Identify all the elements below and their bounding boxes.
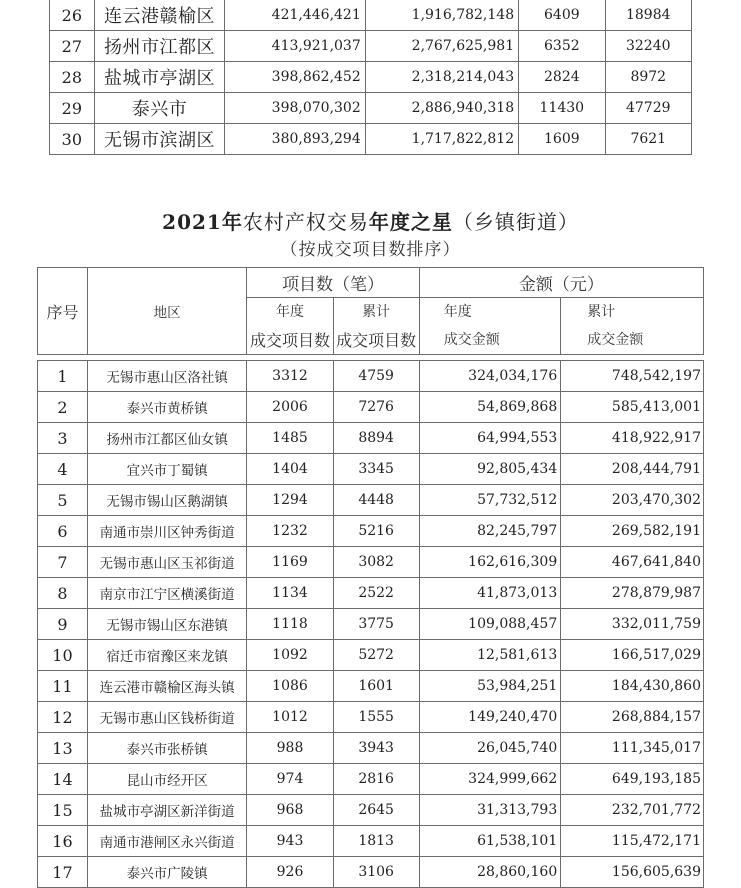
row-region: 无锡市锡山区鹅湖镇 (87, 485, 247, 516)
row-total-count: 2645 (333, 795, 419, 826)
row-total-count: 3082 (333, 547, 419, 578)
township-ranking-body (38, 268, 704, 888)
page-subtitle: （按成交项目数排序） (280, 240, 461, 260)
row-year-count: 1118 (247, 609, 333, 640)
row-region: 泰兴市黄桥镇 (87, 392, 247, 423)
row-year-count: 1294 (247, 485, 333, 516)
row-amount-2: 2,767,625,981 (365, 31, 518, 62)
row-year-count: 968 (247, 795, 333, 826)
title-suffix: （乡镇街道） (452, 210, 579, 234)
row-region: 无锡市惠山区钱桥街道 (87, 702, 247, 733)
header-count-group: 项目数（笔） (247, 268, 419, 298)
row-index: 6 (38, 516, 88, 547)
header-region: 地区 (87, 268, 247, 355)
table-row (38, 857, 704, 888)
header-total-amount: 成交金额 (561, 325, 704, 355)
table-row (38, 826, 704, 857)
row-amount-2: 1,916,782,148 (365, 0, 518, 31)
row-year-amount: 149,240,470 (419, 702, 561, 733)
row-count-2: 7621 (605, 124, 691, 155)
row-count-1: 6409 (519, 0, 605, 31)
row-region: 泰兴市 (94, 93, 225, 124)
row-index: 16 (38, 826, 88, 857)
row-year-count: 926 (247, 857, 333, 888)
table-row (38, 795, 704, 826)
row-total-amount: 418,922,917 (561, 423, 704, 454)
row-count-2: 18984 (605, 0, 691, 31)
table-row (38, 485, 704, 516)
row-total-count: 7276 (333, 392, 419, 423)
row-index: 7 (38, 547, 88, 578)
header-total-amount-label: 累计 (561, 298, 704, 325)
header-total-label: 累计 (333, 298, 419, 325)
row-year-amount: 92,805,434 (419, 454, 561, 485)
row-total-count: 5272 (333, 640, 419, 671)
table-row (50, 62, 692, 93)
row-amount-1: 413,921,037 (225, 31, 365, 62)
row-region: 盐城市亭湖区 (94, 62, 225, 93)
row-region: 泰兴市广陵镇 (87, 857, 247, 888)
row-total-count: 3345 (333, 454, 419, 485)
row-year-count: 1485 (247, 423, 333, 454)
row-year-count: 1232 (247, 516, 333, 547)
row-index: 13 (38, 733, 88, 764)
row-total-amount: 166,517,029 (561, 640, 704, 671)
table-row (38, 547, 704, 578)
row-index: 2 (38, 392, 88, 423)
row-index: 29 (50, 93, 95, 124)
row-index: 9 (38, 609, 88, 640)
row-total-count: 1555 (333, 702, 419, 733)
row-amount-2: 1,717,822,812 (365, 124, 518, 155)
table-row (38, 640, 704, 671)
row-total-count: 4759 (333, 361, 419, 392)
row-total-count: 3943 (333, 733, 419, 764)
row-count-2: 8972 (605, 62, 691, 93)
previous-ranking-table (49, 0, 692, 155)
row-year-count: 943 (247, 826, 333, 857)
row-year-amount: 57,732,512 (419, 485, 561, 516)
row-year-count: 1092 (247, 640, 333, 671)
table-row (38, 702, 704, 733)
title-year: 2021年 (162, 210, 243, 234)
table-row (38, 671, 704, 702)
row-region: 扬州市江都区仙女镇 (87, 423, 247, 454)
row-amount-2: 2,318,214,043 (365, 62, 518, 93)
header-idx: 序号 (38, 268, 88, 355)
row-total-count: 4448 (333, 485, 419, 516)
row-region: 连云港市赣榆区海头镇 (87, 671, 247, 702)
row-amount-2: 2,886,940,318 (365, 93, 518, 124)
row-total-amount: 156,605,639 (561, 857, 704, 888)
header-total-count: 成交项目数 (333, 325, 419, 355)
row-index: 17 (38, 857, 88, 888)
row-total-count: 3775 (333, 609, 419, 640)
table-row (38, 454, 704, 485)
row-index: 30 (50, 124, 95, 155)
row-year-amount: 28,860,160 (419, 857, 561, 888)
row-region: 无锡市锡山区东港镇 (87, 609, 247, 640)
row-count-1: 11430 (519, 93, 605, 124)
row-year-amount: 12,581,613 (419, 640, 561, 671)
table-row (38, 361, 704, 392)
township-ranking-table (37, 267, 704, 888)
row-year-count: 1404 (247, 454, 333, 485)
row-index: 27 (50, 31, 95, 62)
header-year-label: 年度 (247, 298, 333, 325)
row-region: 昆山市经开区 (87, 764, 247, 795)
row-region: 连云港赣榆区 (94, 0, 225, 31)
row-year-amount: 162,616,309 (419, 547, 561, 578)
row-index: 12 (38, 702, 88, 733)
header-row-1 (38, 268, 704, 298)
row-total-count: 2816 (333, 764, 419, 795)
row-index: 11 (38, 671, 88, 702)
row-index: 10 (38, 640, 88, 671)
table-row (50, 31, 692, 62)
row-index: 26 (50, 0, 95, 31)
row-amount-1: 398,070,302 (225, 93, 365, 124)
row-total-amount: 203,470,302 (561, 485, 704, 516)
row-region: 南通市崇川区钟秀街道 (87, 516, 247, 547)
row-region: 无锡市惠山区洛社镇 (87, 361, 247, 392)
row-region: 南京市江宁区横溪街道 (87, 578, 247, 609)
page-title (0, 209, 741, 235)
row-count-1: 2824 (519, 62, 605, 93)
row-index: 14 (38, 764, 88, 795)
row-region: 宿迁市宿豫区来龙镇 (87, 640, 247, 671)
previous-ranking-body (50, 0, 692, 155)
table-row (38, 392, 704, 423)
row-index: 5 (38, 485, 88, 516)
row-total-amount: 184,430,860 (561, 671, 704, 702)
table-row (38, 423, 704, 454)
row-region: 扬州市江都区 (94, 31, 225, 62)
header-amount-group: 金额（元） (419, 268, 703, 298)
table-row (38, 733, 704, 764)
row-total-count: 3106 (333, 857, 419, 888)
row-count-1: 6352 (519, 31, 605, 62)
row-year-amount: 31,313,793 (419, 795, 561, 826)
row-index: 8 (38, 578, 88, 609)
row-year-amount: 41,873,013 (419, 578, 561, 609)
row-year-amount: 64,994,553 (419, 423, 561, 454)
row-year-amount: 26,045,740 (419, 733, 561, 764)
row-region: 泰兴市张桥镇 (87, 733, 247, 764)
header-year-count: 成交项目数 (247, 325, 333, 355)
row-total-count: 2522 (333, 578, 419, 609)
row-total-amount: 268,884,157 (561, 702, 704, 733)
header-year-amount: 成交金额 (419, 325, 561, 355)
row-total-amount: 269,582,191 (561, 516, 704, 547)
row-total-count: 1813 (333, 826, 419, 857)
row-count-1: 1609 (519, 124, 605, 155)
row-year-count: 1134 (247, 578, 333, 609)
row-year-count: 1169 (247, 547, 333, 578)
row-year-amount: 109,088,457 (419, 609, 561, 640)
row-total-amount: 111,345,017 (561, 733, 704, 764)
row-total-amount: 208,444,791 (561, 454, 704, 485)
row-total-count: 5216 (333, 516, 419, 547)
row-count-2: 32240 (605, 31, 691, 62)
row-index: 4 (38, 454, 88, 485)
title-bold-part: 年度之星 (368, 210, 453, 234)
row-year-count: 974 (247, 764, 333, 795)
row-total-amount: 115,472,171 (561, 826, 704, 857)
table-row (50, 124, 692, 155)
row-total-count: 8894 (333, 423, 419, 454)
row-total-amount: 585,413,001 (561, 392, 704, 423)
row-total-count: 1601 (333, 671, 419, 702)
row-region: 南通市港闸区永兴街道 (87, 826, 247, 857)
title-middle: 农村产权交易 (242, 210, 369, 234)
row-total-amount: 232,701,772 (561, 795, 704, 826)
table-row (38, 764, 704, 795)
row-year-amount: 324,999,662 (419, 764, 561, 795)
row-index: 28 (50, 62, 95, 93)
row-count-2: 47729 (605, 93, 691, 124)
row-year-count: 1086 (247, 671, 333, 702)
row-region: 宜兴市丁蜀镇 (87, 454, 247, 485)
row-year-amount: 324,034,176 (419, 361, 561, 392)
table-row (38, 609, 704, 640)
row-year-amount: 61,538,101 (419, 826, 561, 857)
header-year-amount-label: 年度 (419, 298, 561, 325)
table-row (38, 516, 704, 547)
table-row (50, 0, 692, 31)
row-year-count: 2006 (247, 392, 333, 423)
row-year-amount: 53,984,251 (419, 671, 561, 702)
row-region: 无锡市惠山区玉祁街道 (87, 547, 247, 578)
table-row (50, 93, 692, 124)
row-amount-1: 398,862,452 (225, 62, 365, 93)
row-year-amount: 54,869,868 (419, 392, 561, 423)
row-year-count: 1012 (247, 702, 333, 733)
row-year-count: 988 (247, 733, 333, 764)
row-region: 盐城市亭湖区新洋街道 (87, 795, 247, 826)
row-total-amount: 467,641,840 (561, 547, 704, 578)
row-year-amount: 82,245,797 (419, 516, 561, 547)
row-total-amount: 649,193,185 (561, 764, 704, 795)
row-index: 3 (38, 423, 88, 454)
row-total-amount: 278,879,987 (561, 578, 704, 609)
table-row (38, 578, 704, 609)
row-total-amount: 748,542,197 (561, 361, 704, 392)
row-index: 15 (38, 795, 88, 826)
row-total-amount: 332,011,759 (561, 609, 704, 640)
row-year-count: 3312 (247, 361, 333, 392)
row-amount-1: 421,446,421 (225, 0, 365, 31)
row-index: 1 (38, 361, 88, 392)
row-amount-1: 380,893,294 (225, 124, 365, 155)
row-region: 无锡市滨湖区 (94, 124, 225, 155)
